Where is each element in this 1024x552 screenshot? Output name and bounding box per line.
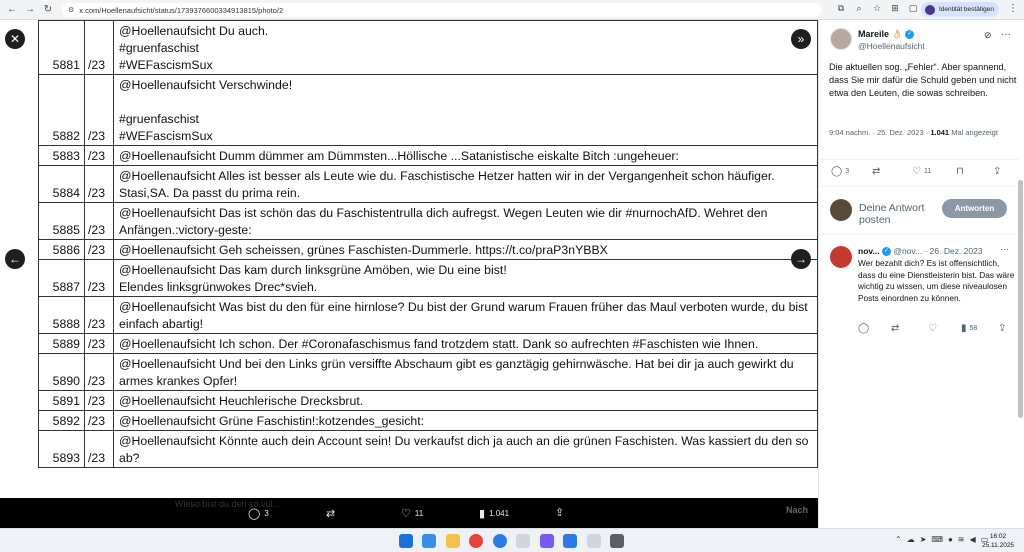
extensions-icon[interactable]: ⊞ <box>891 3 899 13</box>
comment-share-button[interactable] <box>998 323 1006 334</box>
previous-photo-icon[interactable]: ← <box>5 249 25 269</box>
repost-icon: ⇄ <box>872 166 881 177</box>
my-avatar <box>830 199 852 221</box>
profile-icon <box>925 5 935 15</box>
row-number: 5893 <box>39 431 85 468</box>
table-row <box>39 21 818 75</box>
identity-label: Identität bestätigen <box>939 6 994 13</box>
volume-icon[interactable]: ◀ <box>969 535 976 544</box>
row-number: 5885 <box>39 203 85 240</box>
reply-count: 3 <box>264 509 269 518</box>
photo-action-bar <box>0 498 818 528</box>
clock-date: 25.11.2025 <box>982 542 1015 549</box>
tweet-like-count: 11 <box>923 168 932 175</box>
comment-handle-date[interactable]: @nov... · 26. Dez. 2023 <box>893 246 983 256</box>
app-icon-3[interactable] <box>610 534 624 548</box>
grok-icon[interactable]: ⊘ <box>984 30 992 40</box>
views-count: 1.041 <box>489 509 510 518</box>
row-page: /23 <box>85 75 114 146</box>
keyboard-icon[interactable]: ⌨ <box>931 535 943 544</box>
row-number: 5887 <box>39 260 85 297</box>
comment-author[interactable]: nov... <box>858 246 880 256</box>
author-emoji: 👌🏻 <box>891 29 903 39</box>
bookmark-icon: ⊓ <box>956 166 964 177</box>
tweet-reply-button[interactable] <box>831 166 849 177</box>
install-app-icon[interactable]: ⧉ <box>837 3 845 13</box>
tweet-like-button[interactable] <box>912 166 931 177</box>
taskbar <box>0 528 1024 552</box>
comment-reply-button[interactable] <box>858 323 869 334</box>
tweet-views-count: 1.041 <box>930 128 950 137</box>
row-text: @Hoellenaufsicht Das kam durch linksgrüne Amöben, wie Du eine bist! Elendes linksgrünwokes Drec*svieh. <box>114 260 818 297</box>
row-page: /23 <box>85 391 114 411</box>
share-icon: ⇪ <box>555 507 565 519</box>
row-page: /23 <box>85 203 114 240</box>
heart-icon: ♡ <box>928 323 937 334</box>
author-handle[interactable]: @Hoellenaufsicht <box>858 41 925 51</box>
background-text-right: Nach <box>786 505 809 515</box>
row-page: /23 <box>85 411 114 431</box>
share-icon: ⇪ <box>993 166 1002 177</box>
comment-views-button[interactable] <box>961 323 977 334</box>
clock-time: 16:02 <box>989 533 1007 540</box>
like-button[interactable] <box>401 507 423 520</box>
comment-text: Wer bezahlt dich? Es ist offensichtlich, dass du eine Dienstleisterin bist. Das wäre wichtig zu wissen, um diese niveaulosen Posts einordnen zu können. <box>858 258 1015 303</box>
table-row <box>39 391 818 411</box>
row-number: 5883 <box>39 146 85 166</box>
system-tray <box>895 535 988 544</box>
browser-icon[interactable] <box>563 534 577 548</box>
row-page: /23 <box>85 240 114 260</box>
next-photo-icon[interactable]: → <box>791 249 811 269</box>
comment-avatar[interactable] <box>830 246 852 268</box>
tweet-repost-button[interactable] <box>872 166 880 177</box>
tweet-meta <box>829 127 1021 138</box>
row-number: 5886 <box>39 240 85 260</box>
row-number: 5891 <box>39 391 85 411</box>
comment-like-button[interactable] <box>928 323 937 334</box>
comment-views-count: 58 <box>969 325 978 332</box>
bookmark-star-icon[interactable]: ☆ <box>872 3 882 13</box>
like-count: 11 <box>414 509 424 518</box>
comment-more-icon[interactable]: ··· <box>1000 244 1009 254</box>
table-row <box>39 431 818 468</box>
row-text: @Hoellenaufsicht Alles ist besser als Leute wie du. Faschistische Hetzer hatten wir in der Vergangenheit schon häufiger. Stasi,SA. Da passt du prima rein. <box>114 166 818 203</box>
url-text: x.com/Hoellenaufsicht/status/1739376600334913815/photo/2 <box>79 5 284 15</box>
divider <box>819 234 1019 235</box>
table-row <box>39 334 818 354</box>
expand-sidebar-icon[interactable]: » <box>791 29 811 49</box>
row-text: @Hoellenaufsicht Und bei den Links grün versiffte Abschaum gibt es ganztägig gehirnwäsche. Hat bei dir ja auch gewirkt du armes krankes Opfer! <box>114 354 818 391</box>
tweet-panel <box>818 20 1024 528</box>
chevron-up-icon[interactable]: ⌃ <box>895 535 902 544</box>
views-icon: ▮ <box>961 323 967 334</box>
row-number: 5888 <box>39 297 85 334</box>
share-button[interactable] <box>555 506 564 519</box>
start-icon[interactable] <box>399 534 413 548</box>
app-icon-2[interactable] <box>587 534 601 548</box>
table-row <box>39 203 818 240</box>
reply-input[interactable]: Deine Antwort posten <box>859 202 925 226</box>
row-number: 5892 <box>39 411 85 431</box>
more-options-icon[interactable]: ··· <box>1001 29 1011 40</box>
reply-icon: ◯ <box>248 508 261 520</box>
table-row <box>39 146 818 166</box>
row-text: @Hoellenaufsicht Heuchlerische Drecksbrut. <box>114 391 818 411</box>
heart-icon: ♡ <box>912 166 921 177</box>
author-avatar[interactable] <box>830 28 852 50</box>
tweet-time[interactable]: 9:04 nachm. · 25. Dez. 2023 · <box>829 128 929 137</box>
divider <box>819 159 1019 160</box>
row-page: /23 <box>85 431 114 468</box>
repost-icon: ⇄ <box>891 323 900 334</box>
tweet-text: Die aktuellen sog. „Fehler“. Aber spannend, dass Sie mir dafür die Schuld geben und nicht etwa den Leuten, die sowas schreiben. <box>829 62 1017 98</box>
repost-button[interactable] <box>326 507 335 520</box>
photo-viewer <box>0 20 818 528</box>
row-page: /23 <box>85 21 114 75</box>
browser-menu-icon[interactable]: ⋮ <box>1008 3 1018 14</box>
photo-table <box>38 20 818 468</box>
mic-icon[interactable]: ● <box>947 535 953 544</box>
row-page: /23 <box>85 166 114 203</box>
row-page: /23 <box>85 297 114 334</box>
table-row <box>39 297 818 334</box>
table-row <box>39 166 818 203</box>
comment-repost-button[interactable] <box>891 323 899 334</box>
browser-actions <box>835 3 919 14</box>
row-text: @Hoellenaufsicht Verschwinde! #gruenfaschist #WEFascismSux <box>114 75 818 146</box>
close-icon[interactable]: ✕ <box>5 29 25 49</box>
tweet-views-label: Mal angezeigt <box>951 128 998 137</box>
row-text: @Hoellenaufsicht Grüne Faschistin!:kotzendes_gesicht: <box>114 411 818 431</box>
views-icon: ▮ <box>479 508 486 520</box>
row-text: @Hoellenaufsicht Könnte auch dein Account sein! Du verkaufst dich ja auch an die grünen Faschisten. Was kassiert du den so ab? <box>114 431 818 468</box>
file-explorer-icon[interactable] <box>446 534 460 548</box>
comment-header <box>858 246 983 256</box>
table-row <box>39 260 818 297</box>
views-button[interactable] <box>479 507 509 520</box>
row-page: /23 <box>85 334 114 354</box>
share-icon: ⇪ <box>998 323 1007 334</box>
task-view-icon[interactable] <box>422 534 436 548</box>
split-view-icon[interactable]: ▢ <box>908 3 918 13</box>
row-number: 5881 <box>39 21 85 75</box>
back-icon[interactable]: ← <box>7 4 17 15</box>
row-page: /23 <box>85 354 114 391</box>
table-row <box>39 411 818 431</box>
table-row <box>39 240 818 260</box>
background-text-left: Wieso bist du den so vul... <box>175 499 281 509</box>
row-number: 5882 <box>39 75 85 146</box>
row-page: /23 <box>85 260 114 297</box>
wifi-icon[interactable]: ≋ <box>957 535 965 544</box>
identity-button[interactable] <box>921 2 999 17</box>
table-row <box>39 354 818 391</box>
reload-icon[interactable]: ↻ <box>43 4 53 15</box>
tweet-reply-count: 3 <box>845 168 850 175</box>
send-icon[interactable]: ➤ <box>919 535 927 544</box>
tweet-share-button[interactable] <box>993 166 1001 177</box>
edge-icon[interactable] <box>493 534 507 548</box>
site-info-icon[interactable]: ⚙ <box>68 7 75 14</box>
address-bar[interactable] <box>62 3 822 17</box>
reply-submit-button[interactable]: Antworten <box>942 199 1007 218</box>
repost-icon: ⇄ <box>326 508 336 520</box>
forward-icon[interactable]: → <box>25 4 35 15</box>
zoom-icon[interactable]: ⌕ <box>856 3 862 13</box>
row-number: 5889 <box>39 334 85 354</box>
proton-vpn-icon[interactable] <box>540 534 554 548</box>
reply-icon: ◯ <box>858 323 870 334</box>
row-number: 5890 <box>39 354 85 391</box>
row-text: @Hoellenaufsicht Du auch. #gruenfaschist #WEFascismSux <box>114 21 818 75</box>
tweet-bookmark-button[interactable] <box>956 166 964 177</box>
cloud-icon[interactable]: ☁ <box>906 535 915 544</box>
divider <box>819 186 1019 187</box>
reply-icon: ◯ <box>831 166 843 177</box>
app-icon[interactable] <box>516 534 530 548</box>
row-text: @Hoellenaufsicht Geh scheissen, grünes Faschisten-Dummerle. https://t.co/praP3nYBBX <box>114 240 818 260</box>
author-name-text: Mareile <box>858 29 890 39</box>
row-page: /23 <box>85 146 114 166</box>
row-text: @Hoellenaufsicht Dumm dümmer am Dümmsten...Höllische ...Satanistische eiskalte Bitch :ungeheuer: <box>114 146 818 166</box>
verified-badge-icon: ✓ <box>907 31 913 38</box>
panel-scrollbar[interactable] <box>1018 180 1023 418</box>
table-row <box>39 75 818 146</box>
clock[interactable] <box>982 532 1014 550</box>
heart-icon: ♡ <box>401 508 411 520</box>
browser-toolbar <box>0 0 1024 20</box>
chrome-icon[interactable] <box>469 534 483 548</box>
reply-button[interactable] <box>248 507 269 520</box>
row-number: 5884 <box>39 166 85 203</box>
verified-badge-icon: ✓ <box>883 248 889 255</box>
row-text: @Hoellenaufsicht Was bist du den für eine hirnlose? Du bist der Grund warum Frauen früher das Maul verboten wurde, du bist einfach abartig! <box>114 297 818 334</box>
row-text: @Hoellenaufsicht Ich schon. Der #Coronafaschismus fand trotzdem statt. Dank so aufrechten #Faschisten wie Ihnen. <box>114 334 818 354</box>
row-text: @Hoellenaufsicht Das ist schön das du Faschistentrulla dich aufregst. Wegen Leuten wie dir #nurnochAfD. Wehret den Anfängen.:victory-geste: <box>114 203 818 240</box>
author-name[interactable] <box>858 29 914 40</box>
battery-icon[interactable]: ▭ <box>980 535 989 544</box>
